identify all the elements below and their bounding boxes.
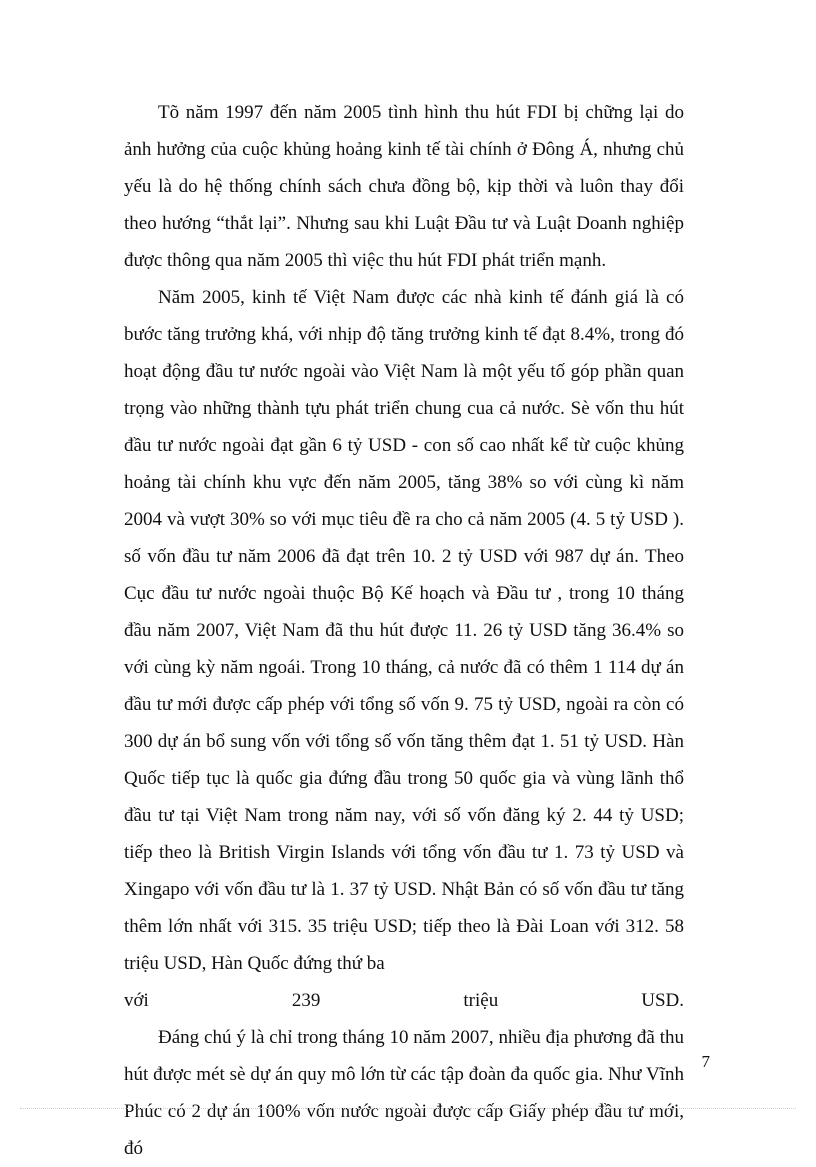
paragraph-fdi-slowdown: Tõ năm 1997 đến năm 2005 tình hình thu hút FDI bị chững lại do ảnh hưởng của cuộc khủng hoảng kinh tế tài chính ở Đông Á, nhưng chủ yếu là do hệ thống chính sách chưa đồng bộ, kịp thời và luôn thay đổi theo hướng “thắt lại”. Nhưng sau khi Luật Đầu tư và Luật Doanh nghiệp được thông qua năm 2005 thì việc thu hút FDI phát triển mạnh. (124, 102, 684, 271)
page-number: 7 (701, 1052, 710, 1071)
footer-divider (20, 1108, 796, 1109)
paragraph-line-justified: với 239 triệu USD. (124, 990, 684, 1011)
paragraph-2005-growth: Năm 2005, kinh tế Việt Nam được các nhà kinh tế đánh giá là có bước tăng trưởng khá, với nhịp độ tăng trưởng kinh tế đạt 8.4%, trong đó hoạt động đầu tư nước ngoài vào Việt Nam là một yếu tố góp phần quan trọng vào những thành tựu phát triển chung cua cả nước. Sè vốn thu hút đầu tư nước ngoài đạt gần 6 tỷ USD - con số cao nhất kể từ cuộc khủng hoảng tài chính khu vực đến năm 2005, tăng 38% so với cùng kì năm 2004 và vượt 30% so với mục tiêu đề ra cho cả năm 2005 (4. 5 tỷ USD ). số vốn đầu tư năm 2006 đã đạt trên 10. 2 tỷ USD với 987 dự án. Theo Cục đầu tư nước ngoài thuộc Bộ Kế hoạch và Đầu tư , trong 10 tháng đầu năm 2007, Việt Nam đã thu hút được 11. 26 tỷ USD tăng 36.4% so với cùng kỳ năm ngoái. Trong 10 tháng, cả nước đã có thêm 1 114 dự án đầu tư mới được cấp phép với tổng số vốn 9. 75 tỷ USD, ngoài ra còn có 300 dự án bổ sung vốn với tổng số vốn tăng thêm đạt 1. 51 tỷ USD. Hàn Quốc tiếp tục là quốc gia đứng đầu trong 50 quốc gia và vùng lãnh thổ đầu tư tại Việt Nam trong năm nay, với số vốn đăng ký 2. 44 tỷ USD; tiếp theo là British Virgin Islands với tổng vốn đầu tư 1. 73 tỷ USD và Xingapo với vốn đầu tư là 1. 37 tỷ USD. Nhật Bản có số vốn đầu tư tăng thêm lớn nhất với 315. 35 triệu USD; tiếp theo là Đài Loan với 312. 58 triệu USD, Hàn Quốc đứng thứ ba (124, 287, 684, 974)
paragraph-october-2007: Đáng chú ý là chỉ trong tháng 10 năm 2007, nhiều địa phương đã thu hút được mét sè dự án quy mô lớn từ các tập đoàn đa quốc gia. Như Vĩnh Phúc có 2 dự án 100% vốn nước ngoài được cấp Giấy phép đầu tư mới, đó (124, 1027, 684, 1159)
body-text (124, 94, 684, 1167)
